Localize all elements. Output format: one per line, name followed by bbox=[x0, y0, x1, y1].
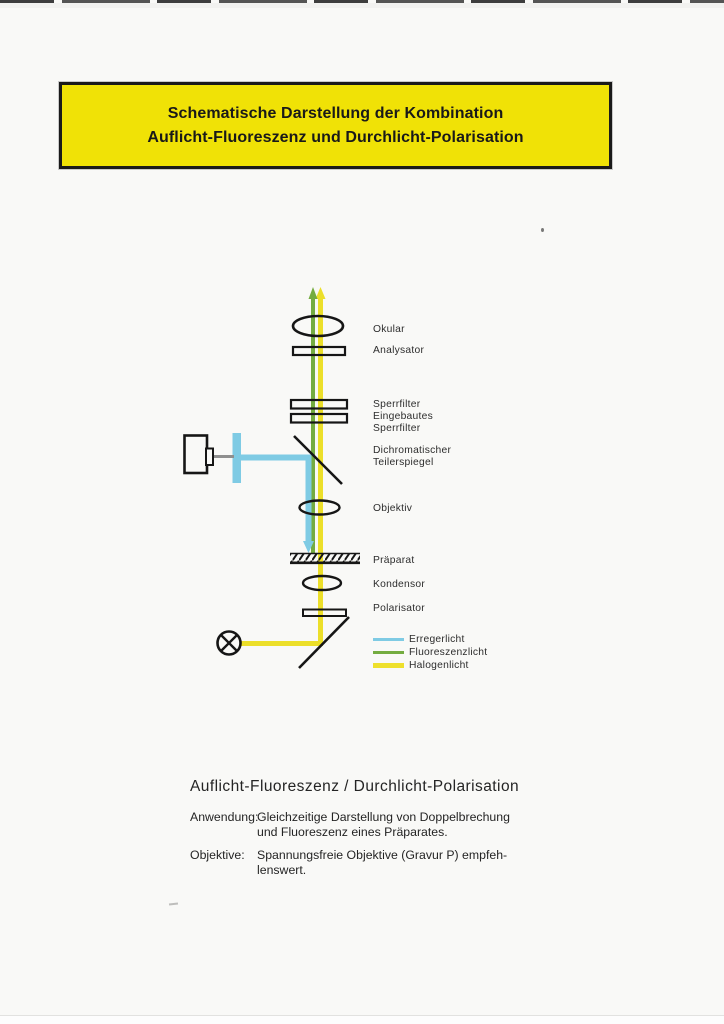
fluoreszenzlicht-color-swatch bbox=[373, 651, 404, 655]
halogen-lamp-icon bbox=[218, 632, 241, 655]
anwendung-line1: Gleichzeitige Darstellung von Doppelbrechung bbox=[257, 810, 510, 824]
halogenlicht-color-swatch bbox=[373, 663, 404, 668]
fluorescence-lamp-housing-icon bbox=[185, 436, 208, 474]
label-polarisator: Polarisator bbox=[373, 603, 425, 614]
excitation-beam-path bbox=[237, 458, 309, 544]
objektive-line2: lenswert. bbox=[257, 862, 307, 877]
objektive-text bbox=[257, 848, 507, 877]
label-eingebautes-sperrfilter bbox=[373, 411, 433, 435]
label-analysator: Analysator bbox=[373, 345, 425, 356]
banner-title-line1: Schematische Darstellung der Kombination bbox=[167, 104, 504, 122]
label-dichromatischer-teilerspiegel bbox=[373, 445, 451, 469]
label-sperrfilter: Sperrfilter bbox=[373, 399, 421, 410]
fluorescence-lamp-connector bbox=[206, 449, 213, 466]
legend-item-erregerlicht bbox=[373, 633, 487, 646]
label-okular: Okular bbox=[373, 324, 405, 335]
banner-title-line2: Auflicht-Fluoreszenz und Durchlicht-Polarisation bbox=[147, 128, 524, 146]
label-objektiv: Objektiv bbox=[373, 503, 413, 514]
legend-label: Fluoreszenzlicht bbox=[409, 647, 488, 658]
legend-item-fluoreszenzlicht bbox=[373, 646, 487, 659]
anwendung-line2: und Fluoreszenz eines Präparates. bbox=[257, 824, 448, 839]
legend-label: Erregerlicht bbox=[409, 634, 465, 645]
beam-legend bbox=[373, 633, 487, 672]
fluorescence-beam-arrowhead bbox=[309, 287, 318, 299]
objektive-term: Objektive: bbox=[190, 848, 245, 862]
footer-heading: Auflicht-Fluoreszenz / Durchlicht-Polarisation bbox=[190, 778, 520, 795]
label-kondensor: Kondensor bbox=[373, 579, 426, 590]
legend-label: Halogenlicht bbox=[409, 660, 469, 671]
anwendung-term: Anwendung: bbox=[190, 810, 259, 824]
label-line: Sperrfilter bbox=[373, 423, 421, 434]
objektive-line1: Spannungsfreie Objektive (Gravur P) empfeh- bbox=[257, 848, 508, 862]
erregerlicht-color-swatch bbox=[373, 638, 404, 642]
label-praeparat: Präparat bbox=[373, 555, 415, 566]
label-line: Eingebautes bbox=[373, 411, 434, 422]
anwendung-text bbox=[257, 810, 510, 839]
label-line: Teilerspiegel bbox=[373, 457, 434, 468]
legend-item-halogenlicht bbox=[373, 659, 487, 672]
label-line: Dichromatischer bbox=[373, 445, 452, 456]
halogen-beam-arrowhead bbox=[316, 287, 326, 299]
polarisator-plate bbox=[303, 610, 346, 617]
